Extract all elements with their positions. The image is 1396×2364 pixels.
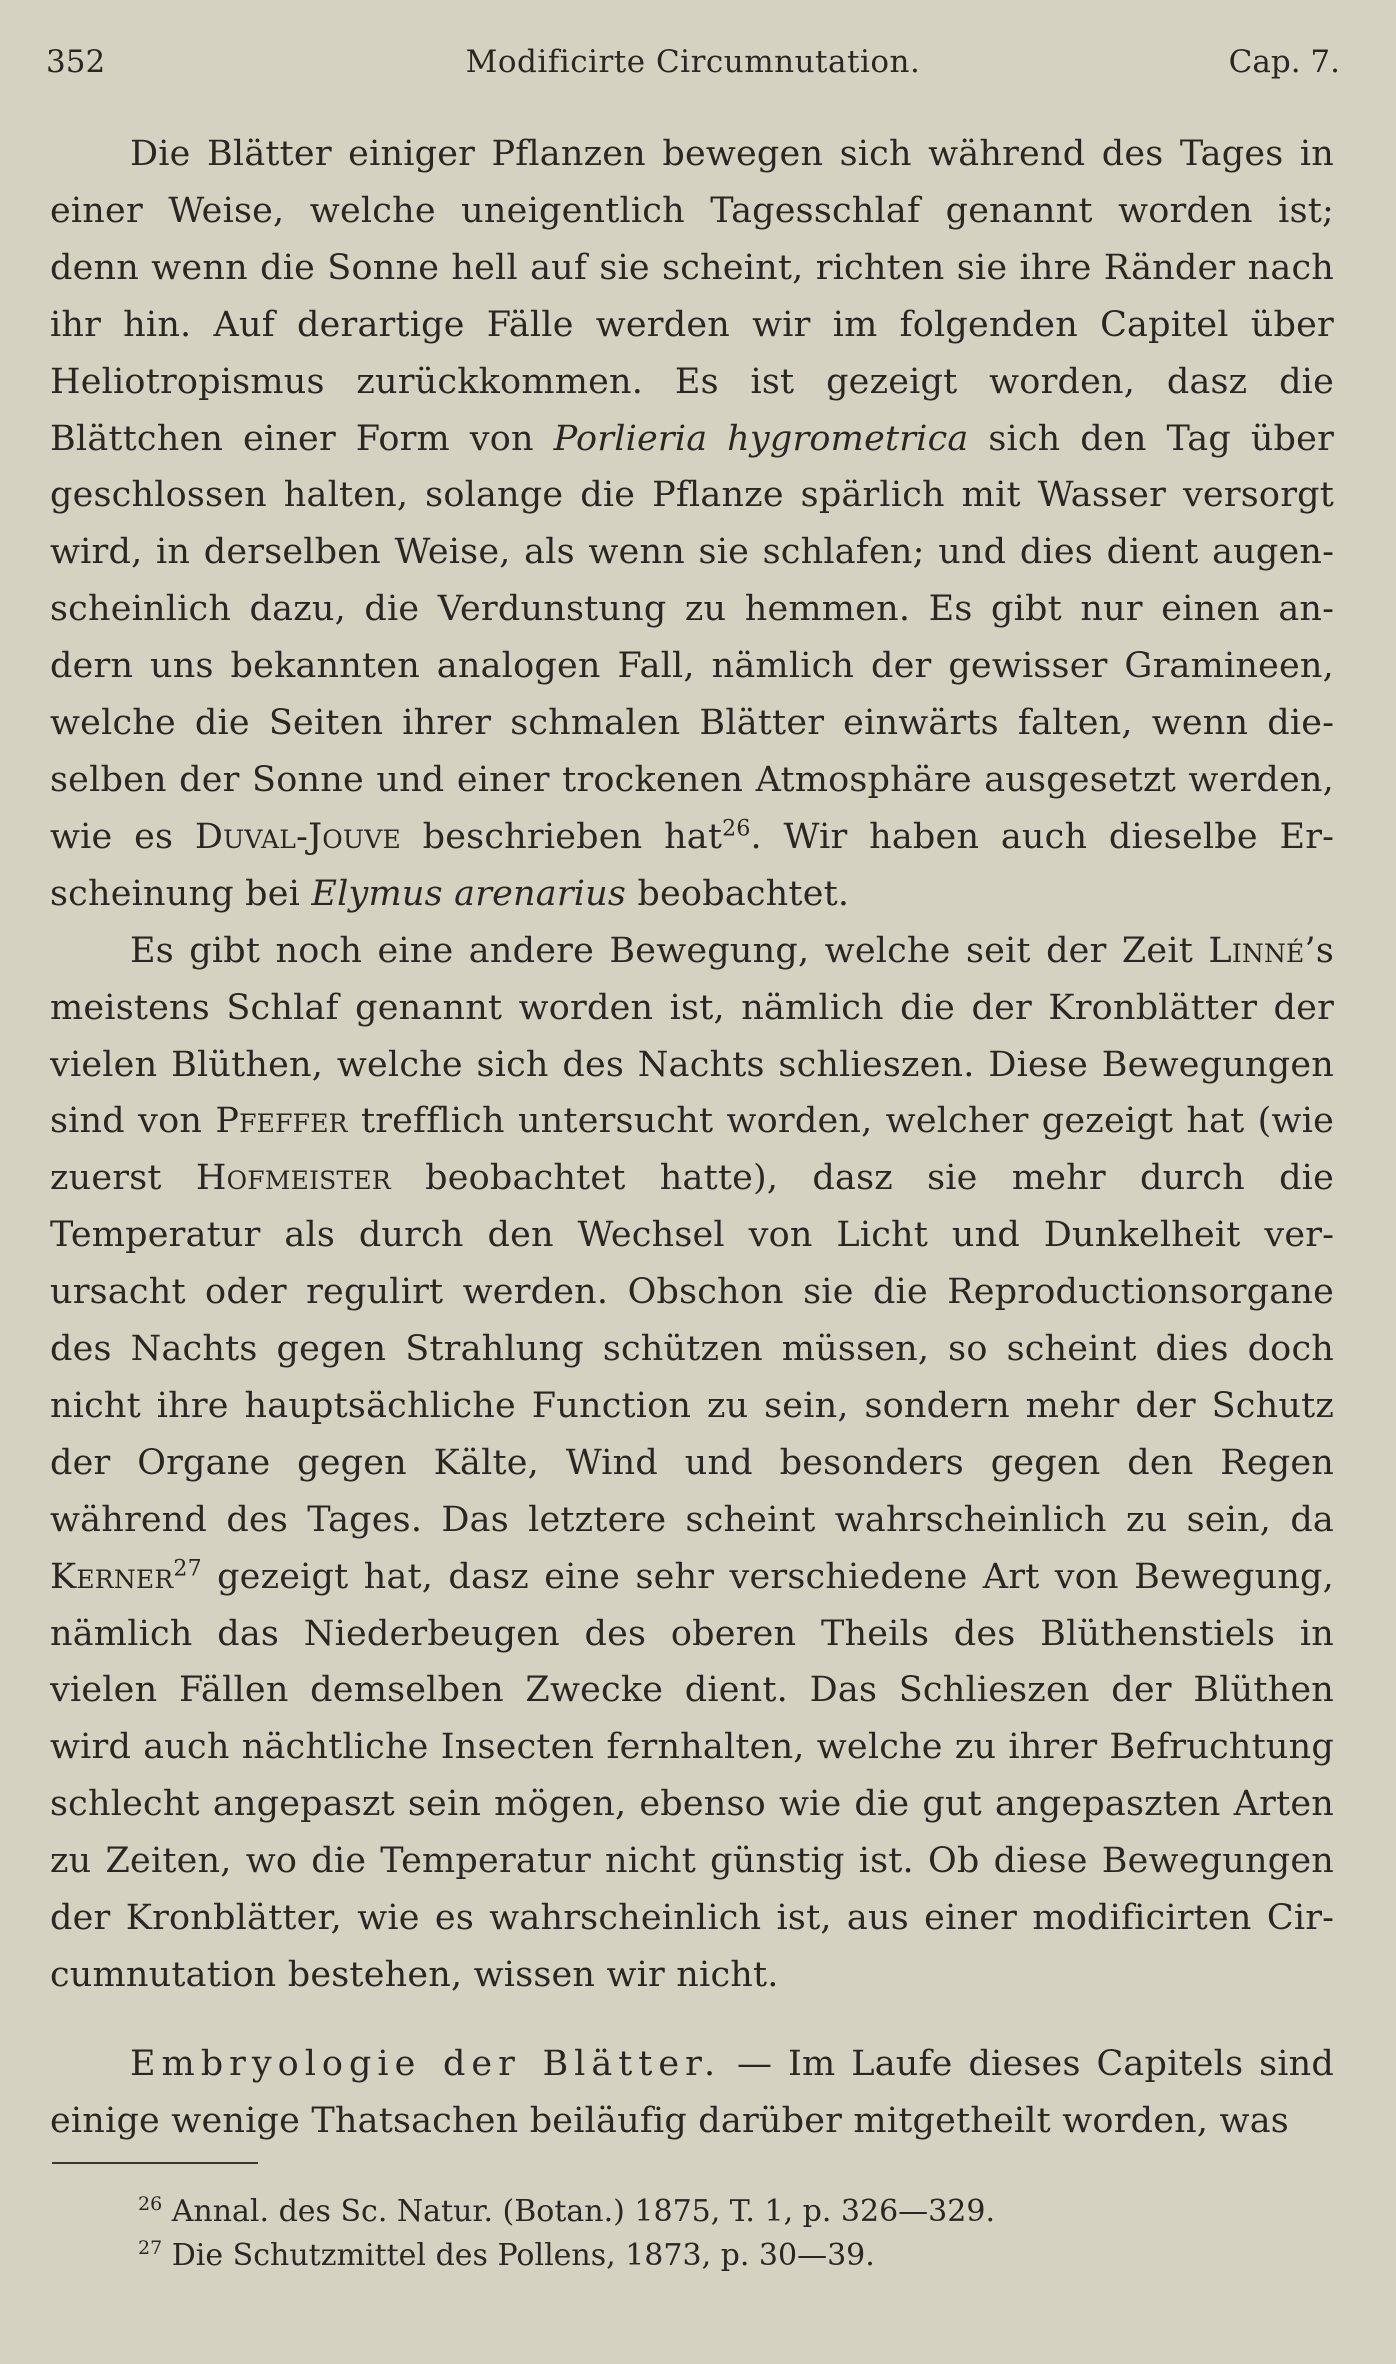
author-name: Linné — [1208, 930, 1305, 971]
footnote-text: Annal. des Sc. Natur. (Botan.) 1875, T. 1, p. 326—329. — [171, 2194, 995, 2229]
text-run: trefflich untersucht worden, welcher gezeigt hat (wie zuerst — [50, 1101, 1334, 1199]
author-name: Kerner — [50, 1556, 174, 1597]
text-run: Die Blätter einiger Pflanzen bewegen sich während des Tages in einer Weise, welche uneigentlich Tagesschlaf genannt worden ist; denn wenn die Sonne hell auf sie scheint, richten sie ihre Ränder nach ihr hin. Auf derartige Fälle werden wir im folgenden Capitel über Heliotropismus zurückkommen. Es ist gezeigt worden, dasz die Blättchen einer Form von — [50, 134, 1334, 459]
footnotes — [138, 2190, 1288, 2278]
footnote-ref: 27 — [173, 1556, 202, 1581]
footnote-text: Die Schutzmittel des Pollens, 1873, p. 30—39. — [171, 2238, 875, 2273]
footnote-number: 27 — [138, 2237, 163, 2259]
text-run: — Im Laufe dieses Capitels sind einige wenige Thatsachen beiläufig darüber mitgetheilt worden, was — [50, 2043, 1334, 2141]
paragraph-flower-sleep — [50, 923, 1334, 2004]
footnote-ref: 26 — [722, 816, 751, 842]
species-name: Porlieria hygrometrica — [553, 418, 969, 459]
running-title: Modificirte Circumnutation. — [465, 44, 921, 80]
footnote — [138, 2190, 1288, 2234]
chapter-label: Cap. 7. — [1228, 44, 1340, 80]
text-run: ’s meistens Schlaf genannt worden ist, nämlich die der Kronblätter der vielen Blüthen, welche sich des Nachts schlieszen. Diese Bewegungen sind von — [50, 930, 1334, 1142]
author-name: Duval-Jouve — [194, 816, 401, 857]
footnote-divider — [52, 2162, 258, 2164]
running-head — [46, 40, 1340, 84]
species-name: Elymus arenarius — [311, 873, 627, 914]
footnote — [138, 2234, 1288, 2278]
author-name: Hofmeister — [195, 1158, 391, 1199]
body-text — [50, 126, 1334, 2150]
paragraph-heliotropism — [50, 126, 1334, 923]
text-run: beobachtet. — [626, 873, 850, 914]
text-run: beschrieben hat — [400, 816, 723, 857]
text-run: beobachtet hatte), dasz sie mehr durch die Temperatur als durch den Wechsel von Licht und Dunkelheit verursacht oder regulirt werden. Obschon sie die Reproductionsorgane des Nachts gegen Strahlung schützen müssen, so scheint dies doch nicht ihre hauptsächliche Function zu sein, sondern mehr der Schutz der Organe gegen Kälte, Wind und besonders gegen den Regen während des Tages. Das letztere scheint wahrscheinlich zu sein, da — [50, 1158, 1334, 1540]
text-run: Es gibt noch eine andere Bewegung, welche seit der Zeit — [130, 930, 1209, 971]
paragraph-embryology — [50, 2036, 1334, 2150]
text-run: sich den Tag über geschlossen halten, solange die Pflanze spärlich mit Wasser versorgt wird, in derselben Weise, als wenn sie schlafen; und dies dient augenscheinlich dazu, die Verdunstung zu hemmen. Es gibt nur einen andern uns bekannten analogen Fall, nämlich der gewisser Gramineen, welche die Seiten ihrer schmalen Blätter einwärts falten, wenn dieselben der Sonne und einer trockenen Atmosphäre ausgesetzt werden, wie es — [50, 418, 1335, 857]
author-name: Pfeffer — [215, 1101, 348, 1142]
text-run: gezeigt hat, dasz eine sehr verschiedene Art von Bewegung, nämlich das Niederbeugen des oberen Theils des Blüthenstiels in vielen Fällen demselben Zwecke dient. Das Schlieszen der Blüthen wird auch nächtliche Insecten fernhalten, welche zu ihrer Befruchtung schlecht angepaszt sein mögen, ebenso wie die gut angepaszten Arten zu Zeiten, wo die Temperatur nicht günstig ist. Ob diese Bewegungen der Kronblätter, wie es wahrscheinlich ist, aus einer modificirten Circumnutation bestehen, wissen wir nicht. — [50, 1556, 1334, 1995]
footnote-number: 26 — [138, 2193, 163, 2215]
text-run: . Wir haben auch dieselbe Erscheinung bei — [50, 816, 1334, 914]
page-number: 352 — [46, 44, 106, 80]
section-heading: Embryologie der Blätter. — [130, 2043, 722, 2084]
